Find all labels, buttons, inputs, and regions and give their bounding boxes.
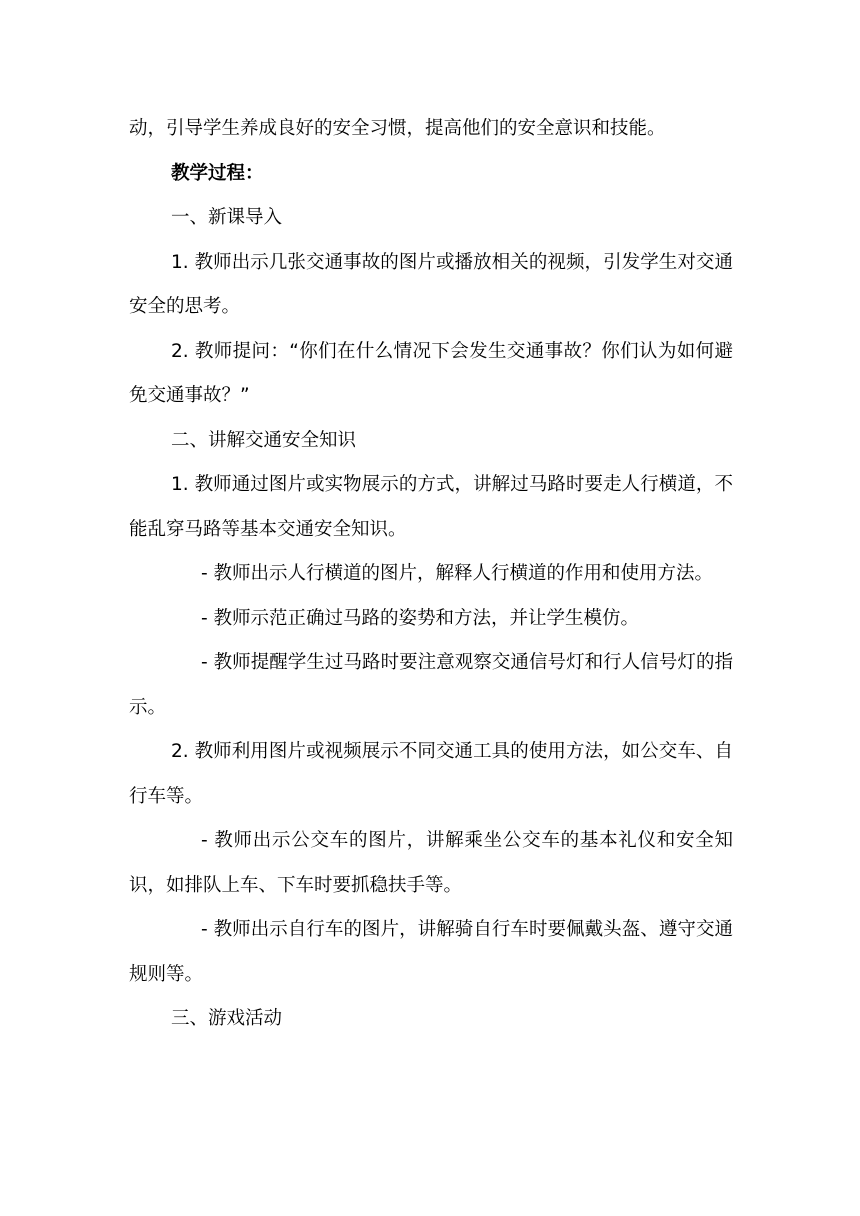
list-item-1: 1. 教师出示几张交通事故的图片或播放相关的视频，引发学生对交通安全的思考。 (129, 251, 733, 317)
heading-new-lesson-intro: 一、新课导入 (171, 207, 283, 228)
heading-game-activity: 三、游戏活动 (171, 1008, 283, 1029)
document-body (129, 107, 733, 1042)
sub-list-item: - 教师提醒学生过马路时要注意观察交通信号灯和行人信号灯的指示。 (129, 652, 733, 718)
sub-list-item: - 教师出示人行横道的图片，解释人行横道的作用和使用方法。 (201, 563, 714, 584)
paragraph-continuation: 动，引导学生养成良好的安全习惯，提高他们的安全意识和技能。 (129, 118, 666, 139)
list-item-1: 1. 教师通过图片或实物展示的方式，讲解过马路时要走人行横道，不能乱穿马路等基本交通安全知识。 (129, 474, 733, 540)
list-item-2: 2. 教师利用图片或视频展示不同交通工具的使用方法，如公交车、自行车等。 (129, 741, 733, 807)
sub-list-item: - 教师出示自行车的图片，讲解骑自行车时要佩戴头盔、遵守交通规则等。 (129, 919, 733, 985)
sub-list-item: - 教师出示公交车的图片，讲解乘坐公交车的基本礼仪和安全知识，如排队上车、下车时要抓稳扶手等。 (129, 830, 733, 896)
list-item-2: 2. 教师提问：“你们在什么情况下会发生交通事故？你们认为如何避免交通事故？” (129, 340, 733, 406)
heading-traffic-safety-knowledge: 二、讲解交通安全知识 (171, 429, 357, 451)
section-heading-teaching-process: 教学过程： (171, 162, 264, 184)
sub-list-item: - 教师示范正确过马路的姿势和方法，并让学生模仿。 (201, 607, 640, 629)
